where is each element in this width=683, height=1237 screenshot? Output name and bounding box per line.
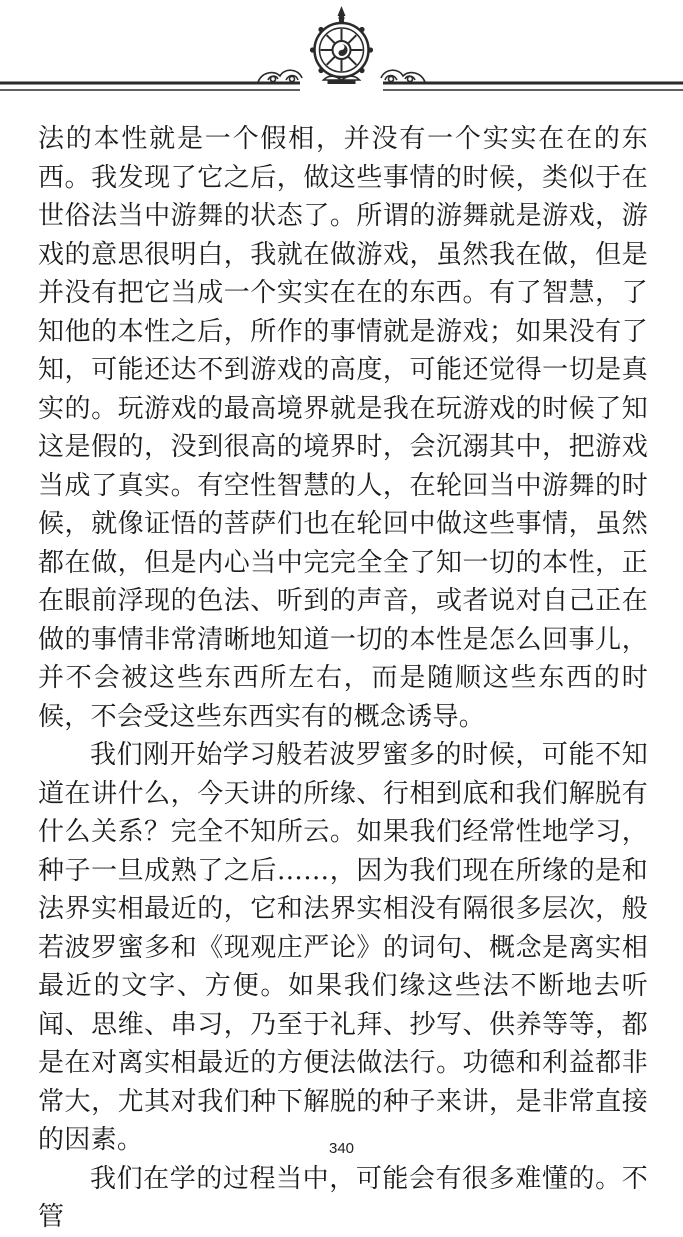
dharma-wheel-icon [310,6,373,84]
left-cloud-ornament-icon [258,70,302,82]
body-text [38,120,648,1237]
paragraph-2: 我们刚开始学习般若波罗蜜多的时候，可能不知道在讲什么，今天讲的所缘、行相到底和我们解脱有什么关系？完全不知所云。如果我们经常性地学习，种子一旦成熟了之后……，因为我们现在所缘的是和法界实相最近的，它和法界实相没有隔很多层次，般若波罗蜜多和《现观庄严论》的词句、概念是离实相最近的文字、方便。如果我们缘这些法不断地去听闻、思维、串习，乃至于礼拜、抄写、供养等等，都是在对离实相最近的方便法做法行。功德和利益都非常大，尤其对我们种下解脱的种子来讲，是非常直接的因素。 [38,740,648,1155]
page-header-ornament [0,0,683,110]
right-cloud-ornament-icon [381,70,425,82]
page-number: 340 [328,1140,355,1157]
header-ornament-graphic [0,0,683,110]
paragraph-1: 法的本性就是一个假相，并没有一个实实在在的东西。我发现了它之后，做这些事情的时候，类似于在世俗法当中游舞的状态了。所谓的游舞就是游戏，游戏的意思很明白，我就在做游戏，虽然我在做，但是并没有把它当成一个实实在在的东西。有了智慧，了知他的本性之后，所作的事情就是游戏；如果没有了知，可能还达不到游戏的高度，可能还觉得一切是真实的。玩游戏的最高境界就是我在玩游戏的时候了知这是假的，没到很高的境界时，会沉溺其中，把游戏当成了真实。有空性智慧的人，在轮回当中游舞的时候，就像证悟的菩萨们也在轮回中做这些事情，虽然都在做，但是内心当中完完全全了知一切的本性，正在眼前浮现的色法、听到的声音，或者说对自己正在做的事情非常清晰地知道一切的本性是怎么回事儿，并不会被这些东西所左右，而是随顺这些东西的时候，不会受这些东西实有的概念诱导。 [38,124,648,732]
paragraph-3: 我们在学的过程当中，可能会有很多难懂的。不管 [38,1163,648,1232]
